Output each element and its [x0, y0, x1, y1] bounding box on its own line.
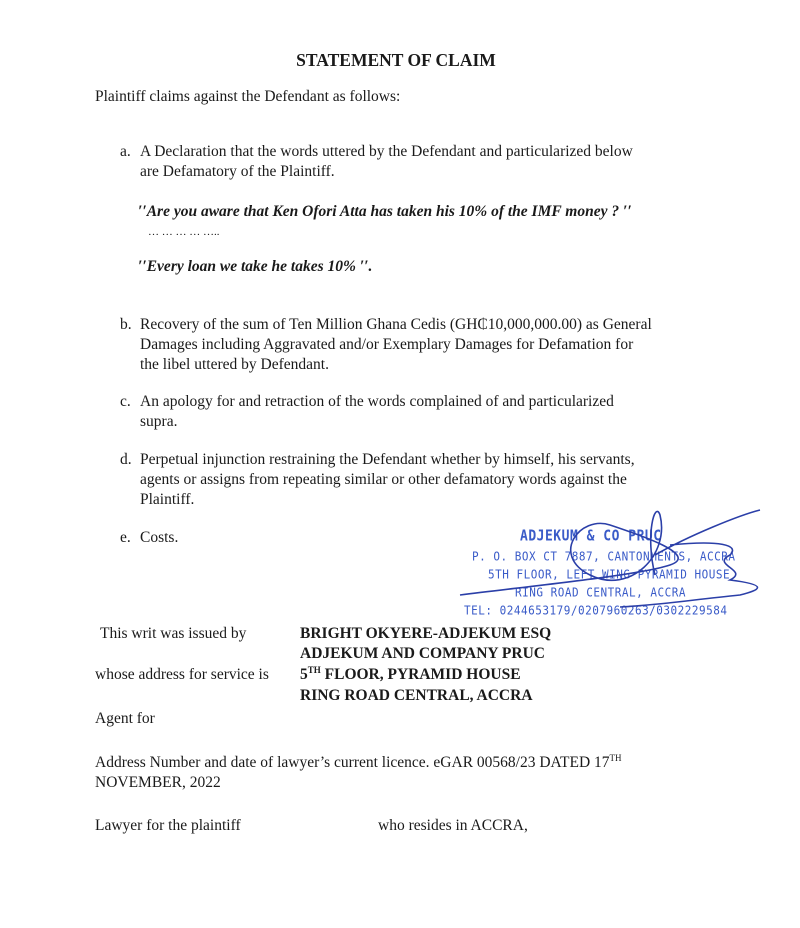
claim-d-line: Plaintiff. — [140, 491, 195, 508]
stamp-line: 5TH FLOOR, LEFT WING PYRAMID HOUSE — [488, 567, 731, 582]
address-rest: FLOOR, PYRAMID HOUSE — [320, 666, 521, 683]
claim-c-line: supra. — [140, 413, 178, 430]
lawyer-label: Lawyer for the plaintiff — [95, 817, 241, 834]
signature-icon — [440, 495, 780, 625]
document-title: STATEMENT OF CLAIM — [296, 50, 496, 70]
address-line-2: RING ROAD CENTRAL, ACCRA — [300, 687, 533, 704]
claim-d-label: d. — [120, 451, 132, 468]
firm-stamp — [440, 495, 780, 625]
issued-by-label: This writ was issued by — [100, 625, 247, 642]
licence-text: Address Number and date of lawyer’s current licence. eGAR 00568/23 DATED 17 — [95, 754, 610, 771]
claim-c-label: c. — [120, 393, 131, 410]
claim-e-line: Costs. — [140, 529, 179, 546]
address-line-1 — [300, 665, 521, 685]
firm-name: ADJEKUM AND COMPANY PRUC — [300, 645, 545, 662]
quote-dots: … … … … ….. — [148, 226, 220, 238]
resides-text: who resides in ACCRA, — [378, 817, 528, 834]
licence-sup: TH — [609, 753, 622, 763]
claim-b-line: Damages including Aggravated and/or Exemplary Damages for Defamation for — [140, 336, 634, 353]
intro-text: Plaintiff claims against the Defendant as follows: — [95, 88, 401, 105]
claim-d-line: Perpetual injunction restraining the Defendant whether by himself, his servants, — [140, 451, 635, 468]
stamp-line: ADJEKUM & CO PRUC — [520, 527, 662, 546]
address-label: whose address for service is — [95, 666, 269, 683]
quote-1: ′′Are you aware that Ken Ofori Atta has taken his 10% of the IMF money ? ′′ — [138, 203, 632, 220]
agent-for: Agent for — [95, 710, 155, 727]
licence-line-2: NOVEMBER, 2022 — [95, 774, 221, 791]
claim-c-line: An apology for and retraction of the words complained of and particularized — [140, 393, 614, 410]
address-num: 5 — [300, 666, 308, 683]
licence-line-1 — [95, 753, 622, 773]
claim-b-label: b. — [120, 316, 132, 333]
quote-2: ′′Every loan we take he takes 10% ′′. — [138, 258, 373, 275]
issued-by-name: BRIGHT OKYERE-ADJEKUM ESQ — [300, 625, 552, 642]
claim-a-label: a. — [120, 143, 131, 160]
claim-b-line: the libel uttered by Defendant. — [140, 356, 329, 373]
stamp-line: P. O. BOX CT 7887, CANTONMENTS, ACCRA — [472, 549, 736, 564]
address-sup: TH — [307, 665, 321, 675]
claim-a-line: A Declaration that the words uttered by the Defendant and particularized below — [140, 143, 633, 160]
stamp-line: RING ROAD CENTRAL, ACCRA — [515, 585, 686, 600]
claim-a-line: are Defamatory of the Plaintiff. — [140, 163, 335, 180]
claim-b-line: Recovery of the sum of Ten Million Ghana Cedis (GH₵10,000,000.00) as General — [140, 316, 652, 333]
claim-d-line: agents or assigns from repeating similar or other defamatory words against the — [140, 471, 627, 488]
stamp-line: TEL: 0244653179/0207960263/0302229584 — [464, 603, 728, 618]
claim-e-label: e. — [120, 529, 131, 546]
